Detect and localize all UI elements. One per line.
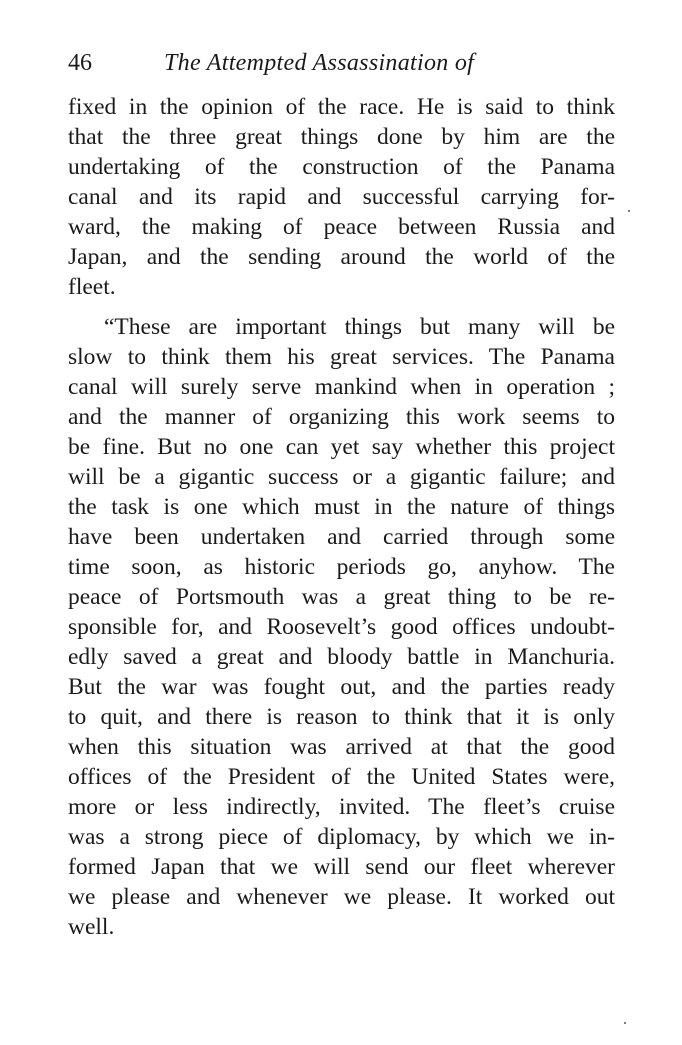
running-title: The Attempted Assassination of (164, 50, 475, 76)
text-line: undertaking of the construction of the Panama (68, 154, 615, 180)
text-line: offices of the President of the United States were, (68, 764, 615, 790)
text-line: edly saved a great and bloody battle in Manchuria. (68, 644, 615, 670)
text-line: time soon, as historic periods go, anyhow. The (68, 554, 615, 580)
text-line: canal and its rapid and successful carrying for- (68, 184, 615, 210)
text-line: be fine. But no one can yet say whether this project (68, 434, 615, 460)
text-line: peace of Portsmouth was a great thing to be re- (68, 584, 615, 610)
scan-speck (628, 210, 630, 212)
text-line: more or less indirectly, invited. The fleet’s cruise (68, 794, 615, 820)
text-line: fleet. (68, 274, 116, 300)
paragraph-2 (68, 312, 615, 942)
page-number: 46 (68, 50, 92, 76)
text-line: canal will surely serve mankind when in operation ; (68, 374, 615, 400)
text-line: the task is one which must in the nature of things (68, 494, 615, 520)
text-line: we please and whenever we please. It worked out (68, 884, 615, 910)
text-line: to quit, and there is reason to think that it is only (68, 704, 615, 730)
text-line: slow to think them his great services. The Panama (68, 344, 615, 370)
text-line: formed Japan that we will send our fleet wherever (68, 854, 615, 880)
text-line: that the three great things done by him are the (68, 124, 615, 150)
text-line: will be a gigantic success or a gigantic failure; and (68, 464, 615, 490)
text-line: was a strong piece of diplomacy, by which we in- (68, 824, 615, 850)
running-head (68, 48, 628, 78)
text-line: ward, the making of peace between Russia and (68, 214, 615, 240)
text-line: when this situation was arrived at that the good (68, 734, 615, 760)
body-text (68, 92, 615, 942)
text-line: “These are important things but many will be (104, 314, 615, 340)
text-line: But the war was fought out, and the parties ready (68, 674, 615, 700)
text-line: sponsible for, and Roosevelt’s good offices undoubt- (68, 614, 615, 640)
paragraph-1 (68, 92, 615, 302)
text-line: fixed in the opinion of the race. He is said to think (68, 94, 615, 120)
text-line: Japan, and the sending around the world of the (68, 244, 615, 270)
text-line: well. (68, 914, 115, 940)
scan-speck (624, 1022, 626, 1024)
paragraph-spacer (68, 302, 615, 312)
text-line: and the manner of organizing this work seems to (68, 404, 615, 430)
text-line: have been undertaken and carried through some (68, 524, 615, 550)
